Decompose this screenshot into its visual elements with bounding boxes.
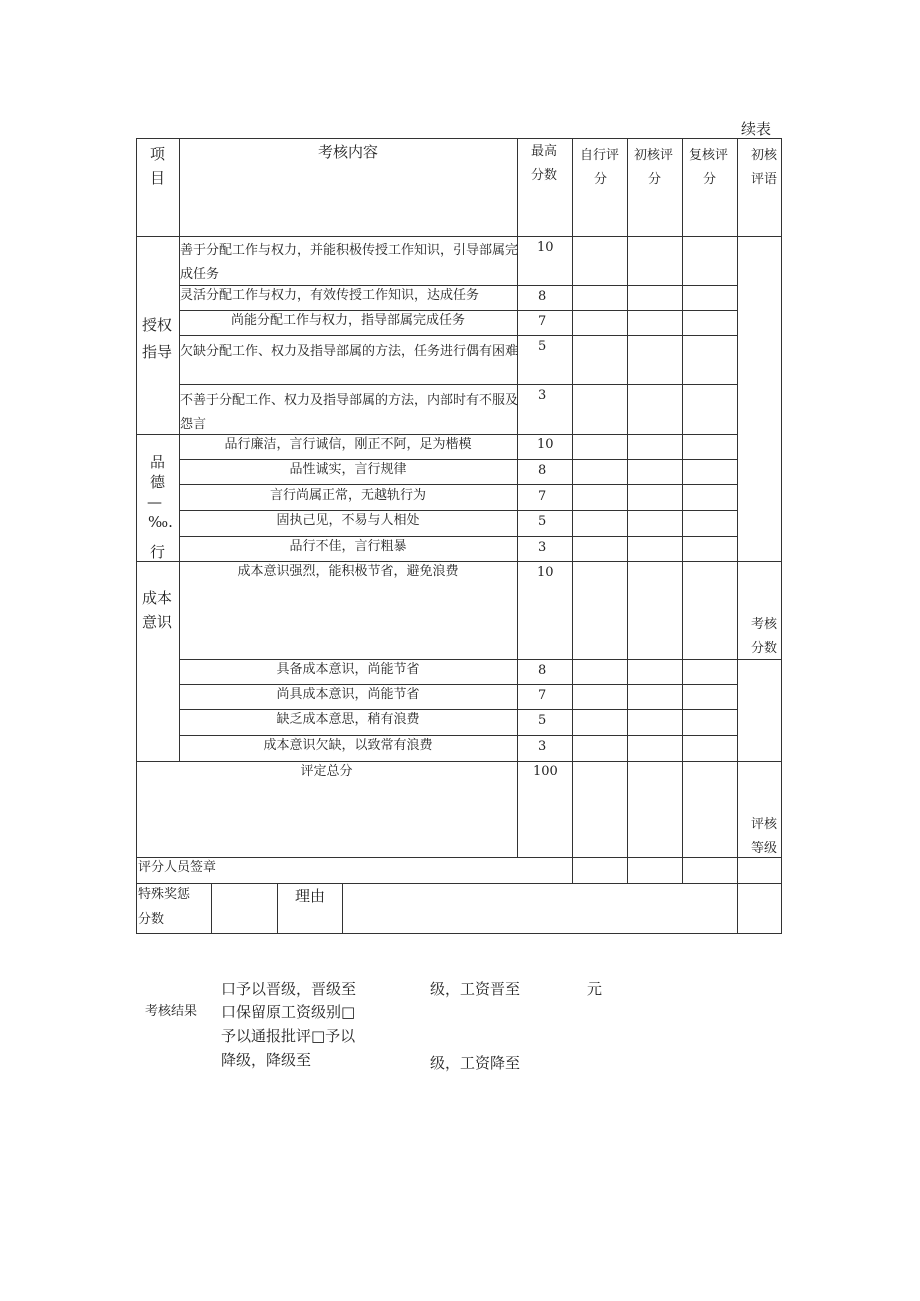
header-review-score: 复核评	[689, 148, 729, 163]
assessment-score-label: 考核	[751, 617, 778, 632]
header-first-score: 分	[648, 172, 662, 187]
header-first-comment: 评语	[751, 172, 778, 187]
result-label: 考核结果	[145, 1004, 198, 1019]
max-score: 7	[538, 688, 547, 703]
max-score: 8	[538, 289, 547, 304]
criteria-text: 成本意识强烈，能积极节省，避免浪费	[237, 564, 459, 579]
section-name: 德	[150, 473, 166, 491]
header-review-score: 分	[703, 172, 717, 187]
rating-level-label: 等级	[751, 841, 778, 856]
criteria-text: 欠缺分配工作、权力及指导部属的方法，任务进行偶有困难	[180, 344, 519, 359]
header-max-score: 最高	[531, 144, 558, 159]
header-self-score: 分	[594, 172, 608, 187]
criteria-text: 品行不佳，言行粗暴	[289, 539, 407, 554]
section-name: ‰.	[148, 513, 173, 531]
criteria-text: 言行尚属正常，无越轨行为	[269, 488, 426, 503]
criteria-text: 不善于分配工作、权力及指导部属的方法，内部时有不服及怨言	[180, 393, 519, 432]
result-demote-salary: 级，工资降至	[430, 1054, 521, 1072]
header-first-score: 初核评	[634, 148, 674, 163]
header-item: 项	[150, 145, 166, 163]
result-option-promote: 口予以晋级，晋级至	[221, 980, 357, 998]
criteria-text: 品行廉洁，言行诚信，刚正不阿，足为楷模	[224, 437, 472, 452]
section-name: 成本	[142, 589, 173, 607]
criteria-text: 成本意识欠缺，以致常有浪费	[263, 738, 433, 753]
criteria-text: 善于分配工作与权力，并能积极传授工作知识，引导部属完成任务	[180, 243, 519, 282]
section-name: —	[147, 493, 162, 511]
rating-level-label: 评核	[751, 817, 778, 832]
section-name: 指导	[142, 343, 173, 361]
header-first-comment: 初核	[751, 148, 778, 163]
criteria-text: 尚具成本意识，尚能节省	[276, 687, 420, 702]
special-label: 特殊奖惩	[138, 887, 191, 902]
criteria-text: 固执己见，不易与人相处	[276, 513, 420, 528]
result-promote-salary: 级，工资晋至	[430, 980, 521, 998]
max-score: 3	[538, 739, 547, 754]
criteria-text: 具备成本意识，尚能节省	[276, 662, 420, 677]
assessment-score-label: 分数	[751, 641, 778, 656]
header-content: 考核内容	[318, 143, 379, 161]
section-name: 品	[150, 453, 166, 471]
max-score: 7	[538, 314, 547, 329]
max-score: 5	[538, 514, 547, 529]
max-score: 8	[538, 463, 547, 478]
max-score: 5	[538, 339, 547, 354]
signature-label: 评分人员签章	[138, 860, 217, 875]
header-max-score: 分数	[531, 168, 558, 183]
total-score: 100	[533, 764, 558, 779]
header-self-score: 自行评	[580, 148, 620, 163]
max-score: 3	[538, 540, 547, 555]
max-score: 10	[537, 437, 554, 452]
header-item: 目	[150, 169, 166, 187]
result-option-demote: 降级，降级至	[221, 1051, 312, 1069]
section-name: 行	[150, 543, 166, 561]
max-score: 10	[537, 240, 554, 255]
criteria-text: 缺乏成本意思，稍有浪费	[276, 712, 420, 727]
continued-label: 续表	[741, 120, 772, 138]
max-score: 8	[538, 663, 547, 678]
special-label: 分数	[138, 912, 165, 927]
max-score: 7	[538, 489, 547, 504]
result-option-keep: 口保留原工资级别□	[221, 1003, 356, 1021]
criteria-text: 灵活分配工作与权力，有效传授工作知识，达成任务	[180, 288, 480, 303]
result-unit: 元	[587, 980, 603, 998]
reason-label: 理由	[295, 887, 326, 905]
total-label: 评定总分	[300, 764, 353, 779]
section-name: 授权	[142, 316, 173, 334]
max-score: 5	[538, 713, 547, 728]
max-score: 10	[537, 565, 554, 580]
section-name: 意识	[142, 613, 173, 631]
criteria-text: 尚能分配工作与权力，指导部属完成任务	[230, 313, 465, 328]
max-score: 3	[538, 388, 547, 403]
result-option-criticize: 予以通报批评□予以	[221, 1027, 356, 1045]
criteria-text: 品性诚实，言行规律	[289, 462, 407, 477]
